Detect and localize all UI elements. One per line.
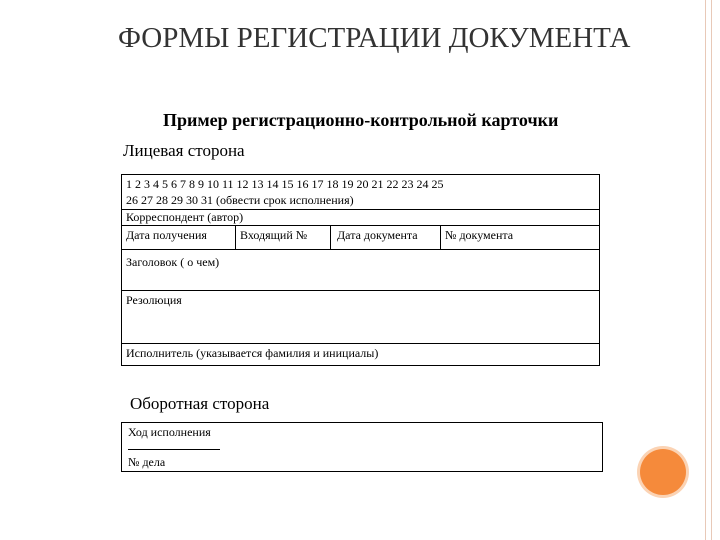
- decorative-border-line: [705, 0, 706, 540]
- correspondent-row: [122, 210, 599, 226]
- received-date-label: Дата получения: [126, 228, 207, 242]
- cell-divider: [330, 226, 331, 249]
- correspondent-label: Корреспондент (автор): [126, 210, 244, 224]
- dates-line-1: 1 2 3 4 5 6 7 8 9 10 11 12 13 14 15 16 17 18 19 20 21 22 23 24 25: [126, 177, 444, 191]
- executor-label: Исполнитель (указывается фамилия и инициалы): [126, 346, 379, 360]
- subject-label: Заголовок ( о чем): [126, 255, 220, 269]
- cell-divider: [235, 226, 236, 249]
- progress-label: Ход исполнения: [128, 425, 211, 439]
- executor-row: [122, 344, 599, 366]
- case-number-label: № дела: [128, 455, 166, 469]
- subject-row: [122, 250, 599, 291]
- slide-title: ФОРМЫ РЕГИСТРАЦИИ ДОКУМЕНТА: [118, 22, 631, 54]
- decorative-circle: [640, 449, 686, 495]
- cell-divider: [440, 226, 441, 249]
- registration-details-row: [122, 226, 599, 250]
- resolution-label: Резолюция: [126, 293, 182, 307]
- dates-line-2: 26 27 28 29 30 31 (обвести срок исполнения): [126, 193, 354, 207]
- back-side-card: [121, 422, 603, 472]
- resolution-row: [122, 291, 599, 344]
- incoming-number-label: Входящий №: [240, 228, 308, 242]
- back-side-label: Оборотная сторона: [130, 394, 270, 413]
- document-date-label: Дата документа: [337, 228, 418, 242]
- due-date-section: [122, 175, 599, 210]
- front-side-card: [121, 174, 600, 366]
- blank-line: [128, 449, 220, 450]
- decorative-border-line: [711, 0, 712, 540]
- document-number-label: № документа: [445, 228, 514, 242]
- front-side-label: Лицевая сторона: [123, 141, 245, 160]
- card-heading: Пример регистрационно-контрольной карточки: [163, 110, 559, 130]
